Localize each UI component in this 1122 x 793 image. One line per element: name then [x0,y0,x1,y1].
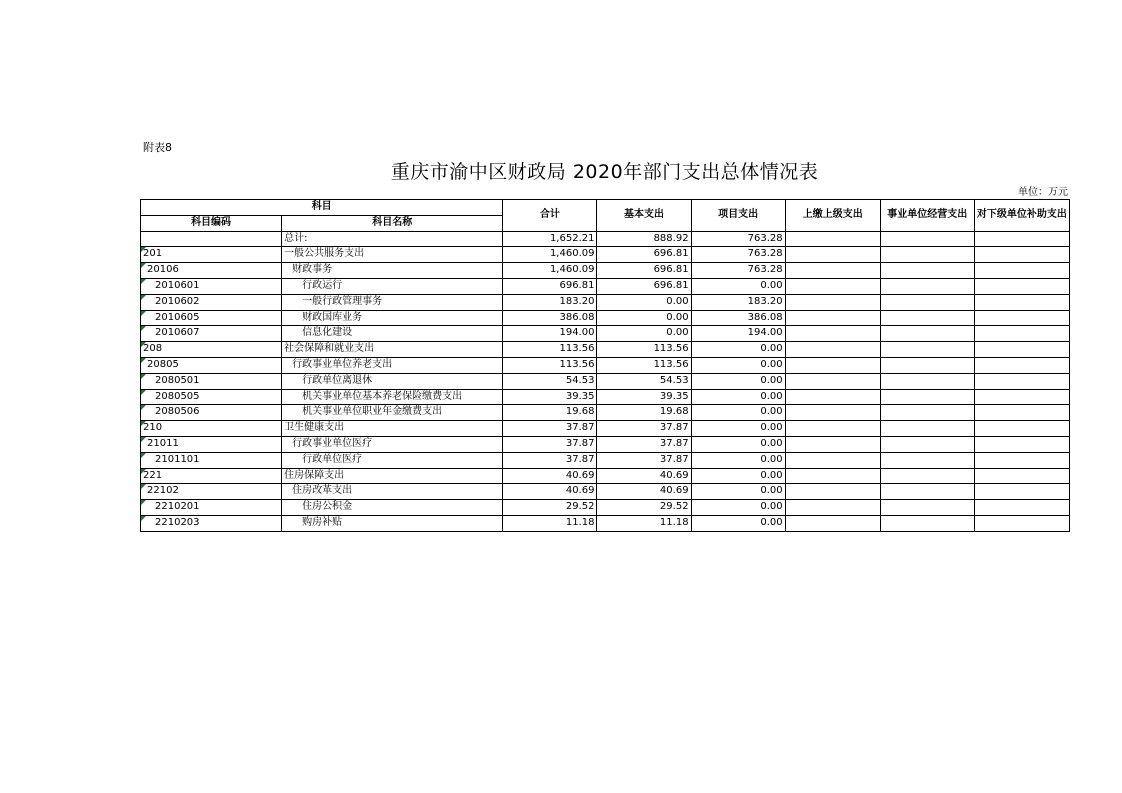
cell-code: 2010601 [141,278,282,294]
cell-name: 财政国库业务 [282,310,503,326]
cell-operating [880,247,974,263]
cell-total: 37.87 [503,452,597,468]
cell-total: 19.68 [503,405,597,421]
cell-code: 20805 [141,357,282,373]
cell-total: 194.00 [503,326,597,342]
cell-name: 卫生健康支出 [282,421,503,437]
cell-project: 763.28 [691,263,785,279]
cell-total: 113.56 [503,357,597,373]
table-row [141,310,1070,326]
cell-upper [785,500,880,516]
cell-basic: 37.87 [597,436,691,452]
cell-subsidy [974,342,1069,358]
cell-name: 购房补贴 [282,515,503,531]
cell-subsidy [974,468,1069,484]
cell-basic: 696.81 [597,263,691,279]
cell-subsidy [974,436,1069,452]
cell-project: 0.00 [691,500,785,516]
cell-total: 183.20 [503,294,597,310]
cell-basic: 0.00 [597,294,691,310]
cell-subsidy [974,294,1069,310]
document-title: 重庆市渝中区财政局 2020年部门支出总体情况表 [390,161,819,183]
table-body [141,231,1070,531]
cell-total: 40.69 [503,484,597,500]
cell-project: 0.00 [691,515,785,531]
unit-label: 单位：万元 [1018,187,1068,198]
cell-name: 行政事业单位养老支出 [282,357,503,373]
cell-code: 201 [141,247,282,263]
table-row [141,294,1070,310]
header-upper: 上缴上级支出 [785,200,880,232]
annex-label: 附表8 [143,141,172,154]
cell-total: 37.87 [503,421,597,437]
cell-subsidy [974,326,1069,342]
cell-upper [785,263,880,279]
cell-total: 54.53 [503,373,597,389]
cell-code: 2080506 [141,405,282,421]
cell-name: 住房改革支出 [282,484,503,500]
cell-name: 财政事务 [282,263,503,279]
cell-subsidy [974,247,1069,263]
table-row [141,326,1070,342]
cell-subsidy [974,231,1069,247]
cell-basic: 888.92 [597,231,691,247]
cell-operating [880,452,974,468]
table-row [141,389,1070,405]
cell-upper [785,326,880,342]
cell-name: 住房保障支出 [282,468,503,484]
table-row [141,357,1070,373]
cell-subsidy [974,357,1069,373]
cell-project: 183.20 [691,294,785,310]
header-basic: 基本支出 [597,200,691,232]
cell-code: 2210203 [141,515,282,531]
cell-project: 0.00 [691,278,785,294]
cell-total: 1,460.09 [503,263,597,279]
cell-code: 2080505 [141,389,282,405]
cell-project: 386.08 [691,310,785,326]
cell-name: 行政单位医疗 [282,452,503,468]
cell-operating [880,294,974,310]
cell-total: 29.52 [503,500,597,516]
cell-code: 2080501 [141,373,282,389]
cell-basic: 19.68 [597,405,691,421]
header-subsidy: 对下级单位补助支出 [974,200,1069,232]
header-total: 合计 [503,200,597,232]
cell-code: 210 [141,421,282,437]
cell-code: 21011 [141,436,282,452]
table-row [141,484,1070,500]
cell-operating [880,515,974,531]
header-project: 项目支出 [691,200,785,232]
table-row [141,263,1070,279]
cell-name: 总计: [282,231,503,247]
cell-total: 40.69 [503,468,597,484]
cell-basic: 0.00 [597,326,691,342]
cell-project: 0.00 [691,405,785,421]
header-row-top [141,200,1070,216]
cell-code: 2210201 [141,500,282,516]
cell-subsidy [974,452,1069,468]
cell-project: 0.00 [691,421,785,437]
cell-code: 2101101 [141,452,282,468]
cell-subsidy [974,389,1069,405]
expenditure-table [140,199,1070,532]
cell-upper [785,357,880,373]
cell-operating [880,484,974,500]
cell-upper [785,247,880,263]
cell-basic: 40.69 [597,484,691,500]
header-subject: 科目 [141,200,503,216]
table-row [141,342,1070,358]
cell-project: 0.00 [691,468,785,484]
cell-total: 11.18 [503,515,597,531]
header-name: 科目名称 [282,215,503,231]
cell-upper [785,468,880,484]
cell-upper [785,436,880,452]
table-row [141,231,1070,247]
cell-operating [880,373,974,389]
table-row [141,247,1070,263]
cell-upper [785,515,880,531]
cell-basic: 696.81 [597,247,691,263]
cell-subsidy [974,405,1069,421]
cell-subsidy [974,373,1069,389]
cell-subsidy [974,421,1069,437]
table-row [141,452,1070,468]
cell-total: 1,460.09 [503,247,597,263]
cell-operating [880,421,974,437]
cell-operating [880,231,974,247]
cell-operating [880,326,974,342]
cell-project: 0.00 [691,452,785,468]
table-row [141,500,1070,516]
cell-project: 0.00 [691,342,785,358]
cell-name: 一般公共服务支出 [282,247,503,263]
cell-subsidy [974,278,1069,294]
cell-name: 住房公积金 [282,500,503,516]
cell-code: 20106 [141,263,282,279]
cell-total: 39.35 [503,389,597,405]
cell-subsidy [974,310,1069,326]
cell-total: 386.08 [503,310,597,326]
cell-project: 0.00 [691,389,785,405]
cell-name: 行政单位离退休 [282,373,503,389]
cell-upper [785,452,880,468]
cell-upper [785,421,880,437]
cell-basic: 696.81 [597,278,691,294]
table-row [141,436,1070,452]
cell-operating [880,436,974,452]
cell-basic: 0.00 [597,310,691,326]
cell-upper [785,373,880,389]
cell-upper [785,389,880,405]
cell-name: 行政运行 [282,278,503,294]
cell-basic: 39.35 [597,389,691,405]
cell-code: 2010605 [141,310,282,326]
cell-code: 2010602 [141,294,282,310]
table-row [141,468,1070,484]
cell-upper [785,294,880,310]
header-code: 科目编码 [141,215,282,231]
table-row [141,515,1070,531]
cell-operating [880,389,974,405]
cell-upper [785,342,880,358]
cell-operating [880,342,974,358]
cell-basic: 29.52 [597,500,691,516]
cell-upper [785,484,880,500]
table-row [141,278,1070,294]
cell-code: 22102 [141,484,282,500]
cell-code: 2010607 [141,326,282,342]
cell-project: 763.28 [691,231,785,247]
cell-subsidy [974,263,1069,279]
cell-upper [785,405,880,421]
cell-name: 信息化建设 [282,326,503,342]
cell-basic: 113.56 [597,357,691,373]
cell-subsidy [974,500,1069,516]
cell-total: 37.87 [503,436,597,452]
table-row [141,405,1070,421]
cell-project: 0.00 [691,357,785,373]
cell-upper [785,278,880,294]
cell-total: 113.56 [503,342,597,358]
cell-project: 0.00 [691,373,785,389]
cell-upper [785,231,880,247]
cell-name: 一般行政管理事务 [282,294,503,310]
cell-basic: 11.18 [597,515,691,531]
cell-operating [880,278,974,294]
cell-project: 194.00 [691,326,785,342]
cell-upper [785,310,880,326]
cell-operating [880,263,974,279]
cell-name: 行政事业单位医疗 [282,436,503,452]
cell-operating [880,468,974,484]
header-operating: 事业单位经营支出 [880,200,974,232]
cell-basic: 54.53 [597,373,691,389]
cell-code: 221 [141,468,282,484]
table-row [141,373,1070,389]
cell-project: 0.00 [691,484,785,500]
table-row [141,421,1070,437]
cell-basic: 37.87 [597,421,691,437]
cell-subsidy [974,484,1069,500]
cell-operating [880,357,974,373]
cell-basic: 113.56 [597,342,691,358]
cell-code [141,231,282,247]
cell-name: 机关事业单位基本养老保险缴费支出 [282,389,503,405]
cell-basic: 37.87 [597,452,691,468]
cell-project: 0.00 [691,436,785,452]
cell-name: 社会保障和就业支出 [282,342,503,358]
cell-name: 机关事业单位职业年金缴费支出 [282,405,503,421]
cell-subsidy [974,515,1069,531]
cell-total: 696.81 [503,278,597,294]
cell-operating [880,500,974,516]
cell-total: 1,652.21 [503,231,597,247]
cell-project: 763.28 [691,247,785,263]
cell-operating [880,405,974,421]
cell-basic: 40.69 [597,468,691,484]
cell-code: 208 [141,342,282,358]
cell-operating [880,310,974,326]
